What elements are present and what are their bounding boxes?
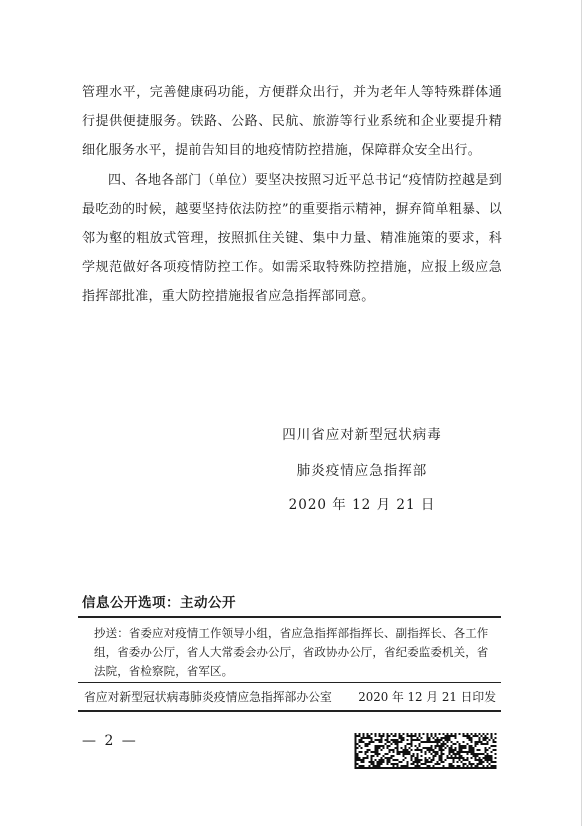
divider-top bbox=[78, 616, 501, 618]
disclosure-option: 信息公开选项：主动公开 bbox=[82, 595, 236, 611]
cc-label: 抄送： bbox=[94, 626, 129, 640]
print-date: 2020 年 12 月 21 日印发 bbox=[358, 690, 496, 704]
page-edge bbox=[581, 0, 582, 826]
cc-block bbox=[94, 624, 494, 681]
paragraph-continuation: 管理水平，完善健康码功能，方便群众出行，并为老年人等特殊群体通行提供便捷服务。铁路、公路、民航、旅游等行业系统和企业要提升精细化服务水平，提前告知目的地疫情防控措施，保障群众安全出行。 bbox=[82, 85, 502, 159]
divider-middle bbox=[78, 682, 501, 683]
cc-text: 省委应对疫情工作领导小组，省应急指挥部指挥长、副指挥长、各工作组，省委办公厅，省人大常委会办公厅，省政协办公厅，省纪委监委机关，省法院，省检察院，省军区。 bbox=[94, 626, 489, 678]
signature-org-line1: 四川省应对新型冠状病毒 bbox=[282, 427, 442, 443]
issuer: 省应对新型冠状病毒肺炎疫情应急指挥部办公室 bbox=[84, 690, 332, 704]
paragraph-4: 四、各地各部门（单位）要坚决按照习近平总书记“疫情防控越是到最吃劲的时候，越要坚持依法防控”的重要指示精神，摒弃简单粗暴、以邻为壑的粗放式管理，按照抓住关键、集中力量、精准施策的要求，科学规范做好各项疫情防控工作。如需采取特殊防控措施，应报上级应急指挥部批准，重大防控措施报省应急指挥部同意。 bbox=[82, 172, 502, 305]
footer-row bbox=[84, 688, 496, 705]
body-text bbox=[82, 78, 502, 312]
signature-date: 2020 年 12 月 21 日 bbox=[288, 497, 436, 513]
barcode-icon bbox=[354, 733, 497, 769]
signature-org-line2: 肺炎疫情应急指挥部 bbox=[296, 463, 428, 479]
divider-bottom bbox=[78, 710, 501, 712]
page-number: — 2 — bbox=[82, 733, 138, 749]
